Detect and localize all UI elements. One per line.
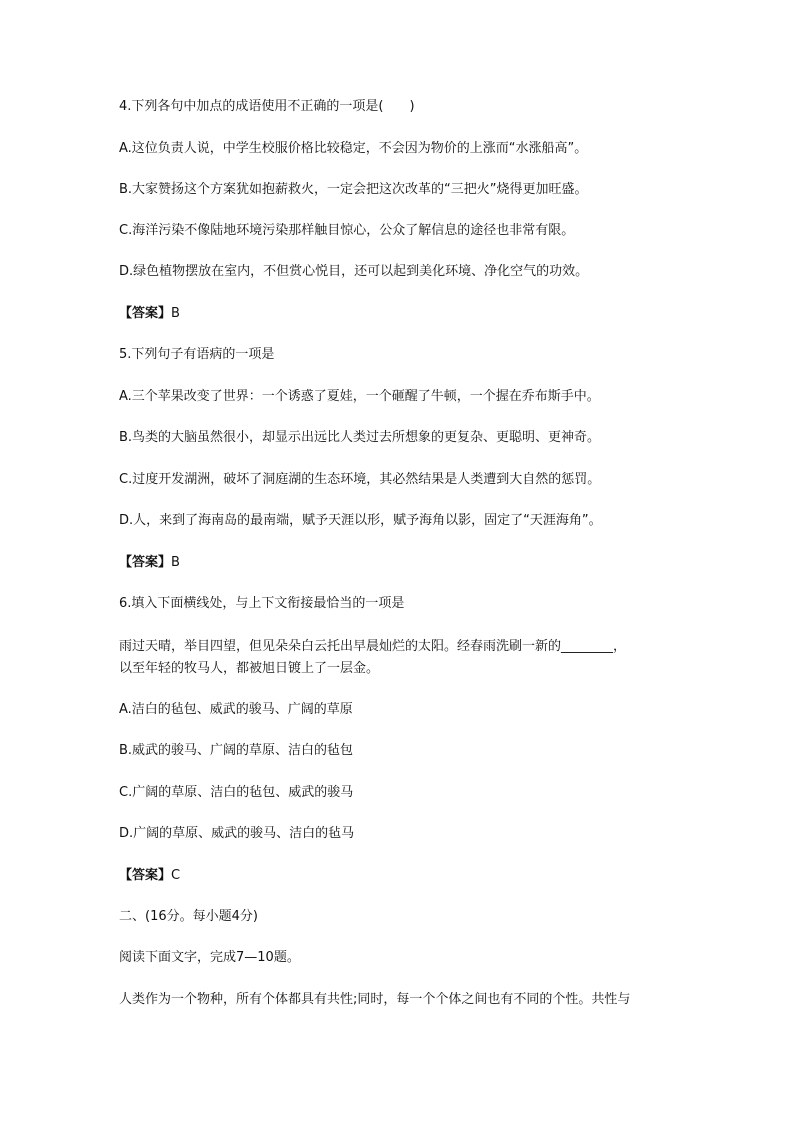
question-4-option-d: D.绿色植物摆放在室内，不但赏心悦目，还可以起到美化环境、净化空气的功效。 [119, 264, 589, 279]
question-6-passage-line-1: 雨过天晴，举目四望，但见朵朵白云托出早晨灿烂的太阳。经春雨洗刷一新的________， [119, 639, 627, 654]
section-2-passage-start: 人类作为一个物种，所有个体都具有共性;同时，每一个个体之间也有不同的个性。共性与 [119, 992, 631, 1007]
question-6-option-c: C.广阔的草原、洁白的毡包、威武的骏马 [119, 785, 354, 800]
answer-tag: 【答案】 [119, 306, 172, 321]
section-2-heading: 二、(16分。每小题4分) [119, 909, 258, 924]
answer-tag: 【答案】 [119, 868, 172, 883]
question-4-option-a: A.这位负责人说，中学生校服价格比较稳定，不会因为物价的上涨而“水涨船高”。 [119, 141, 588, 156]
answer-value: B [171, 306, 180, 321]
question-4-stem: 4.下列各句中加点的成语使用不正确的一项是( ) [119, 99, 415, 114]
question-5-option-b: B.鸟类的大脑虽然很小，却显示出远比人类过去所想象的更复杂、更聪明、更神奇。 [119, 430, 601, 445]
question-4-option-b: B.大家赞扬这个方案犹如抱薪救火，一定会把这次改革的“三把火”烧得更加旺盛。 [119, 182, 588, 197]
section-2-instruction: 阅读下面文字，完成7—10题。 [119, 950, 300, 965]
question-6-stem: 6.填入下面横线处，与上下文衔接最恰当的一项是 [119, 596, 405, 611]
question-5-answer [119, 552, 719, 574]
question-6-option-b: B.威武的骏马、广阔的草原、洁白的毡包 [119, 743, 354, 758]
question-4-answer [119, 303, 719, 325]
question-6-answer [119, 865, 719, 887]
question-6-option-a: A.洁白的毡包、威武的骏马、广阔的草原 [119, 702, 353, 717]
answer-value: C [171, 868, 181, 883]
answer-value: B [171, 555, 180, 570]
question-6-passage-line-2: 以至年轻的牧马人，都被旭日镀上了一层金。 [119, 661, 380, 676]
question-5-option-d: D.人，来到了海南岛的最南端，赋予天涯以形，赋予海角以影，固定了“天涯海角”。 [119, 513, 602, 528]
question-4-option-c: C.海洋污染不像陆地环境污染那样触目惊心，公众了解信息的途径也非常有限。 [119, 223, 575, 238]
question-6-option-d: D.广阔的草原、威武的骏马、洁白的毡马 [119, 826, 355, 841]
question-5-option-a: A.三个苹果改变了世界：一个诱惑了夏娃，一个砸醒了牛顿，一个握在乔布斯手中。 [119, 389, 600, 404]
answer-tag: 【答案】 [119, 555, 172, 570]
question-5-stem: 5.下列句子有语病的一项是 [119, 347, 275, 362]
question-5-option-c: C.过度开发湖洲，破坏了洞庭湖的生态环境，其必然结果是人类遭到大自然的惩罚。 [119, 472, 601, 487]
